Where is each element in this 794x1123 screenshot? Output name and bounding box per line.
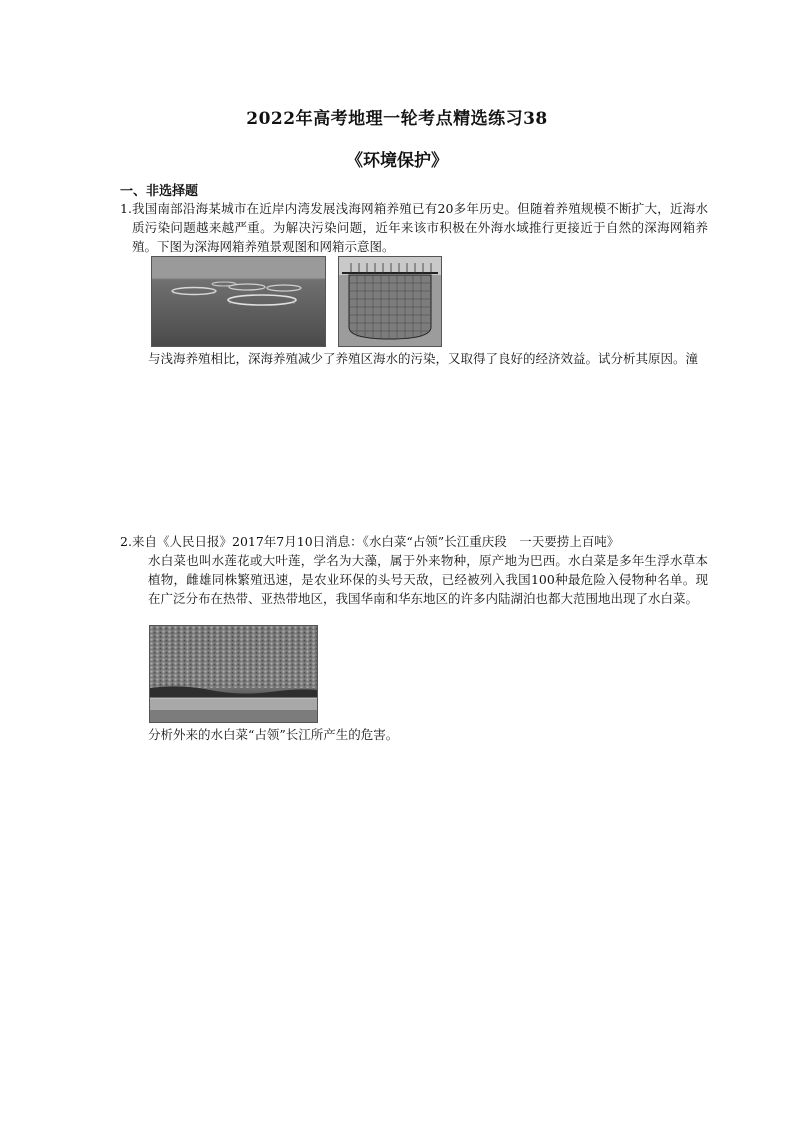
question-intro [132,199,708,256]
water-hyacinth-photo [149,625,318,723]
question-intro: 来自《人民日报》2017年7月10日消息：《水白菜“占领”长江重庆段 一天要捞上百吨》 [132,534,620,549]
page-title: 2022年高考地理一轮考点精选练习38 [246,109,548,129]
question-number: 2. [120,534,132,549]
question-prompt: 与浅海养殖相比，深海养殖减少了养殖区海水的污染，又取得了良好的经济效益。试分析其原因。潼 [148,351,699,366]
page-subtitle: 《环境保护》 [346,151,448,171]
section-heading: 一、非选择题 [120,184,199,199]
question-prompt: 分析外来的水白菜“占领”长江所产生的危害。 [148,727,399,742]
question-intro-text: 我国南部沿海某城市在近岸内湾发展浅海网箱养殖已有20多年历史。但随着养殖规模不断扩大，近海水质污染问题越来越严重。为解决污染问题，近年来该市积极在外海水域推行更接近于自然的深海网箱养殖。下图为深海网箱养殖景观图和网箱示意图。 [132,201,708,254]
cage-diagram [338,256,442,347]
question-body: 水白菜也叫水莲花或大叶莲，学名为大藻，属于外来物种，原产地为巴西。水白菜是多年生浮水草本植物，雌雄同株繁殖迅速，是农业环保的头号天敌，已经被列入我国100种最危险入侵物种名单。现在广泛分布在热带、亚热带地区，我国华南和华东地区的许多内陆湖泊也都大范围地出现了水白菜。 [148,553,708,606]
cage-farm-photo [151,256,326,347]
question-number: 1. [120,201,132,216]
